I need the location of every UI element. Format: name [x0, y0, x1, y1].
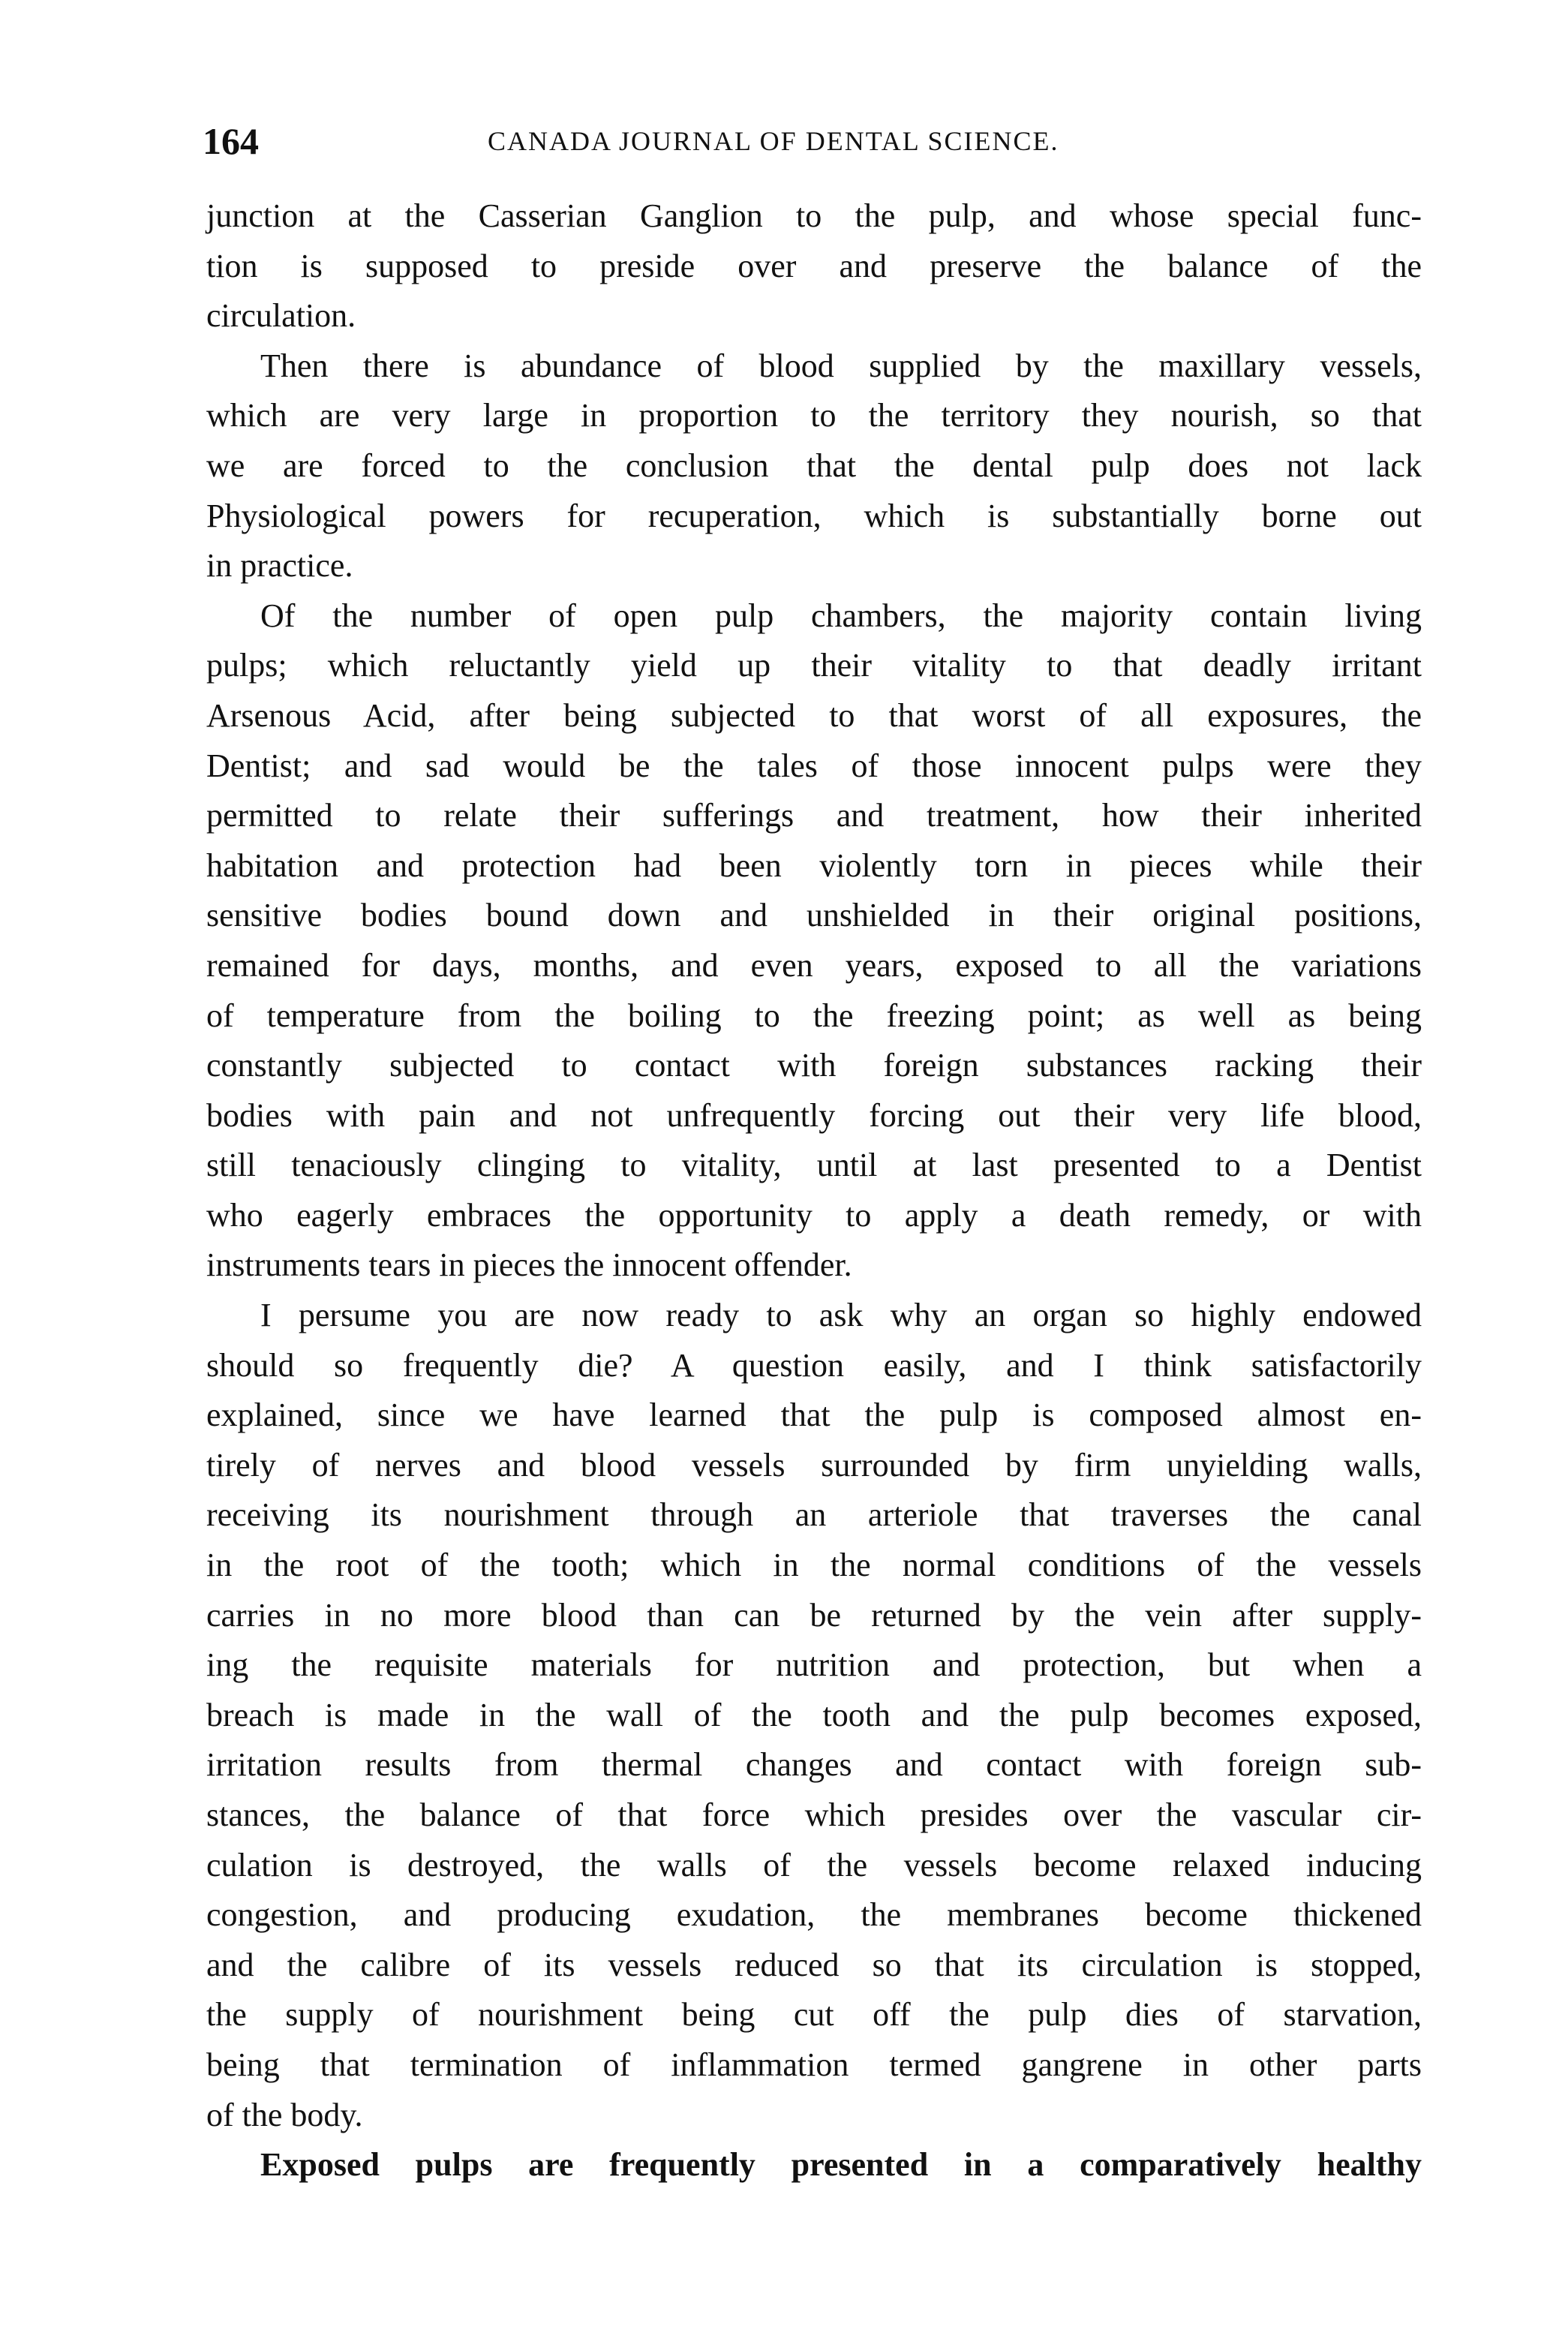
text-line: sensitive bodies bound down and unshielded in their original positions,: [206, 897, 1422, 934]
text-line: should so frequently die? A question easily, and I think satisfactorily: [206, 1346, 1422, 1384]
text-line: instruments tears in pieces the innocent offender.: [206, 1246, 852, 1284]
text-line: still tenaciously clinging to vitality, until at last presented to a Dentist: [206, 1147, 1422, 1184]
text-line: Arsenous Acid, after being subjected to that worst of all exposures, the: [206, 696, 1422, 734]
text-line: Then there is abundance of blood supplied by the maxillary vessels,: [260, 347, 1422, 384]
text-line: breach is made in the wall of the tooth and the pulp becomes exposed,: [206, 1696, 1422, 1733]
text-line: stances, the balance of that force which presides over the vascular cir-: [206, 1796, 1422, 1833]
text-line: receiving its nourishment through an arteriole that traverses the canal: [206, 1496, 1422, 1534]
page-number: 164: [203, 120, 259, 162]
text-line: irritation results from thermal changes and contact with foreign sub-: [206, 1746, 1422, 1784]
text-line: Dentist; and sad would be the tales of those innocent pulps were they: [206, 747, 1422, 784]
page-header: [203, 111, 1418, 171]
text-line: we are forced to the conclusion that the dental pulp does not lack: [206, 446, 1422, 484]
text-line: tirely of nerves and blood vessels surrounded by firm unyielding walls,: [206, 1446, 1422, 1484]
text-line: and the calibre of its vessels reduced so that its circulation is stopped,: [206, 1946, 1422, 1983]
text-line: pulps; which reluctantly yield up their vitality to that deadly irritant: [206, 647, 1422, 684]
text-line: Physiological powers for recuperation, which is substantially borne out: [206, 497, 1422, 534]
text-line: I persume you are now ready to ask why an organ so highly endowed: [260, 1297, 1422, 1334]
text-line: of the body.: [206, 2096, 363, 2133]
text-line: in practice.: [206, 547, 353, 585]
text-line: congestion, and producing exudation, the membranes become thickened: [206, 1896, 1422, 1934]
body-text: [206, 191, 1422, 2190]
text-line: Of the number of open pulp chambers, the majority contain living: [260, 597, 1422, 634]
text-line: habitation and protection had been violently torn in pieces while their: [206, 846, 1422, 884]
text-line: Exposed pulps are frequently presented in a comparatively healthy: [260, 2146, 1422, 2184]
text-line: carries in no more blood than can be returned by the vein after supply-: [206, 1596, 1422, 1634]
text-line: remained for days, months, and even years, exposed to all the variations: [206, 946, 1422, 984]
text-line: constantly subjected to contact with foreign substances racking their: [206, 1047, 1422, 1084]
text-line: the supply of nourishment being cut off the pulp dies of starvation,: [206, 1996, 1422, 2034]
text-line: being that termination of inflammation termed gangrene in other parts: [206, 2046, 1422, 2083]
text-line: tion is supposed to preside over and preserve the balance of the: [206, 247, 1422, 284]
text-line: in the root of the tooth; which in the normal conditions of the vessels: [206, 1547, 1422, 1584]
text-line: permitted to relate their sufferings and treatment, how their inherited: [206, 797, 1422, 834]
text-line: explained, since we have learned that the pulp is composed almost en-: [206, 1396, 1422, 1434]
text-line: who eagerly embraces the opportunity to apply a death remedy, or with: [206, 1196, 1422, 1234]
running-title: CANADA JOURNAL OF DENTAL SCIENCE.: [488, 126, 1059, 156]
text-line: which are very large in proportion to the territory they nourish, so that: [206, 397, 1422, 434]
text-line: culation is destroyed, the walls of the vessels become relaxed inducing: [206, 1846, 1422, 1884]
text-line: of temperature from the boiling to the freezing point; as well as being: [206, 997, 1422, 1034]
text-line: circulation.: [206, 297, 356, 335]
text-line: ing the requisite materials for nutrition and protection, but when a: [206, 1646, 1422, 1684]
text-line: bodies with pain and not unfrequently forcing out their very life blood,: [206, 1096, 1422, 1134]
text-line: junction at the Casserian Ganglion to the pulp, and whose special func-: [206, 197, 1422, 234]
